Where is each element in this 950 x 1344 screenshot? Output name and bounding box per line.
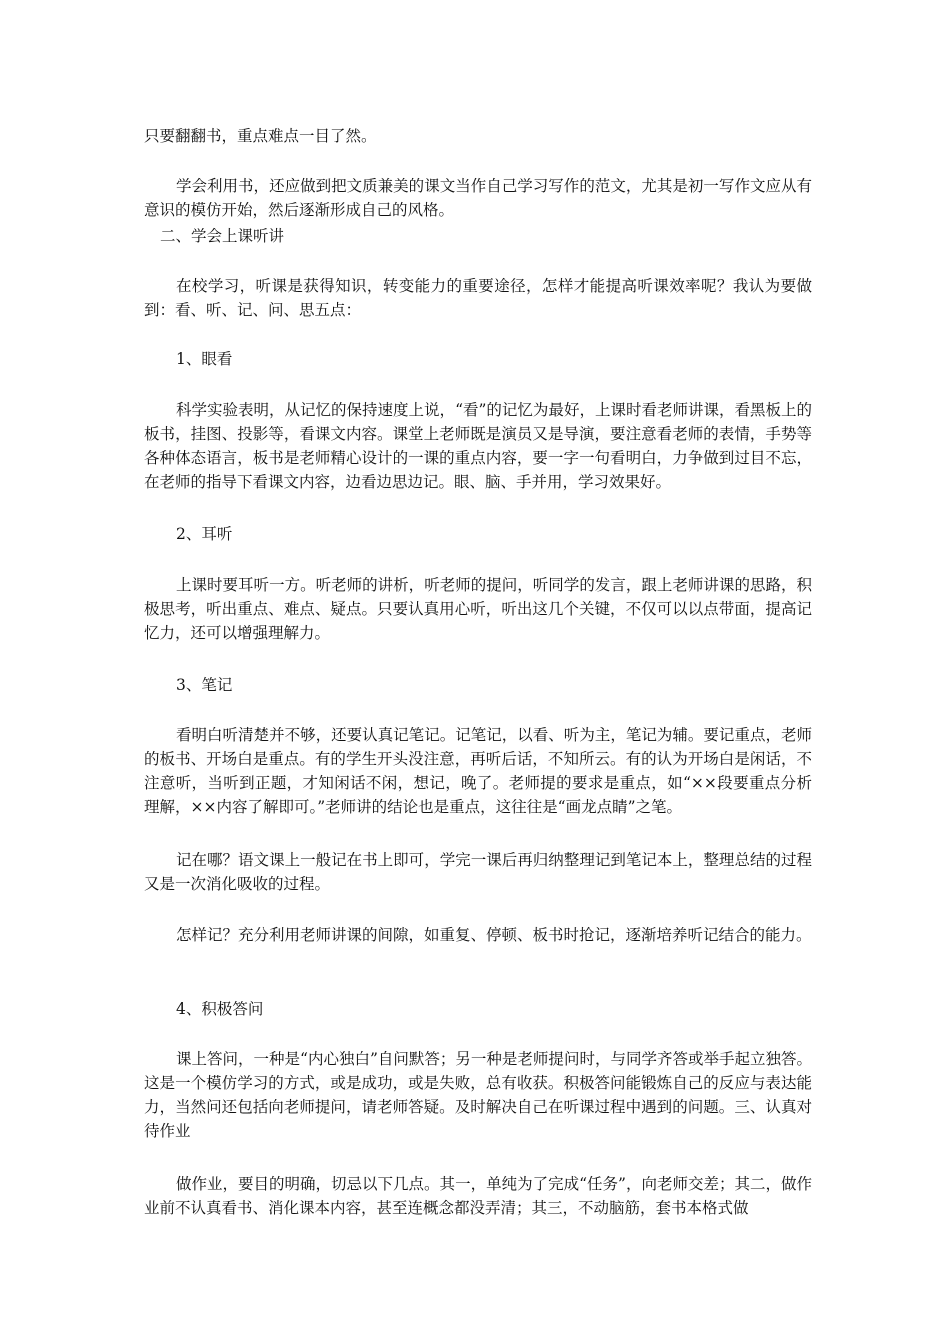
paragraph-answering: 课上答问，一种是“内心独白”自问默答；另一种是老师提问时，与同学齐答或举手起立独答。这是一个模仿学习的方式，或是成功，或是失败，总有收获。积极答问能锻炼自己的反应与表达能力，当然问还包括向老师提问，请老师答疑。及时解决自己在听课过程中遇到的问题。三、认真对待作业 xyxy=(144,1050,812,1140)
subheading-ears: 2、耳听 xyxy=(176,525,233,543)
paragraph-notes: 看明白听清楚并不够，还要认真记笔记。记笔记，以看、听为主，笔记为辅。要记重点，老师的板书、开场白是重点。有的学生开头没注意，再听后话，不知所云。有的认为开场白是闲话，不注意听，当听到正题，才知闲话不闲，想记，晚了。老师提的要求是重点，如“××段要重点分析理解，××内容了解即可。”老师讲的结论也是重点，这往往是“画龙点睛”之笔。 xyxy=(144,726,812,816)
subheading-answering: 4、积极答问 xyxy=(176,1000,264,1018)
paragraph-how-to-note: 怎样记？充分利用老师讲课的间隙，如重复、停顿、板书时抢记，逐渐培养听记结合的能力。 xyxy=(176,926,812,944)
paragraph-eyes: 科学实验表明，从记忆的保持速度上说，“看”的记忆为最好，上课时看老师讲课，看黑板上的板书，挂图、投影等，看课文内容。课堂上老师既是演员又是导演，要注意看老师的表情，手势等各种体态语言，板书是老师精心设计的一课的重点内容，要一字一句看明白，力争做到过目不忘，在老师的指导下看课文内容，边看边思边记。眼、脑、手并用，学习效果好。 xyxy=(144,401,812,491)
subheading-notes: 3、笔记 xyxy=(176,676,233,694)
subheading-eyes: 1、眼看 xyxy=(176,350,233,368)
paragraph-use-textbook: 学会利用书，还应做到把文质兼美的课文当作自己学习写作的范文，尤其是初一写作文应从有意识的模仿开始，然后逐渐形成自己的风格。 xyxy=(144,177,812,219)
paragraph-continuation: 只要翻翻书，重点难点一目了然。 xyxy=(144,127,377,145)
paragraph-homework: 做作业，要目的明确，切忌以下几点。其一，单纯为了完成“任务”，向老师交差；其二，做作业前不认真看书、消化课本内容，甚至连概念都没弄清；其三，不动脑筋，套书本格式做 xyxy=(144,1175,812,1217)
paragraph-where-to-note: 记在哪？语文课上一般记在书上即可，学完一课后再归纳整理记到笔记本上，整理总结的过程又是一次消化吸收的过程。 xyxy=(144,851,812,893)
paragraph-listening-intro: 在校学习，听课是获得知识，转变能力的重要途径，怎样才能提高听课效率呢？我认为要做到：看、听、记、问、思五点： xyxy=(144,277,812,319)
section-heading-listening: 二、学会上课听讲 xyxy=(160,227,285,245)
paragraph-ears: 上课时要耳听一方。听老师的讲析，听老师的提问，听同学的发言，跟上老师讲课的思路，积极思考，听出重点、难点、疑点。只要认真用心听，听出这几个关键，不仅可以以点带面，提高记忆力，还可以增强理解力。 xyxy=(144,576,812,642)
